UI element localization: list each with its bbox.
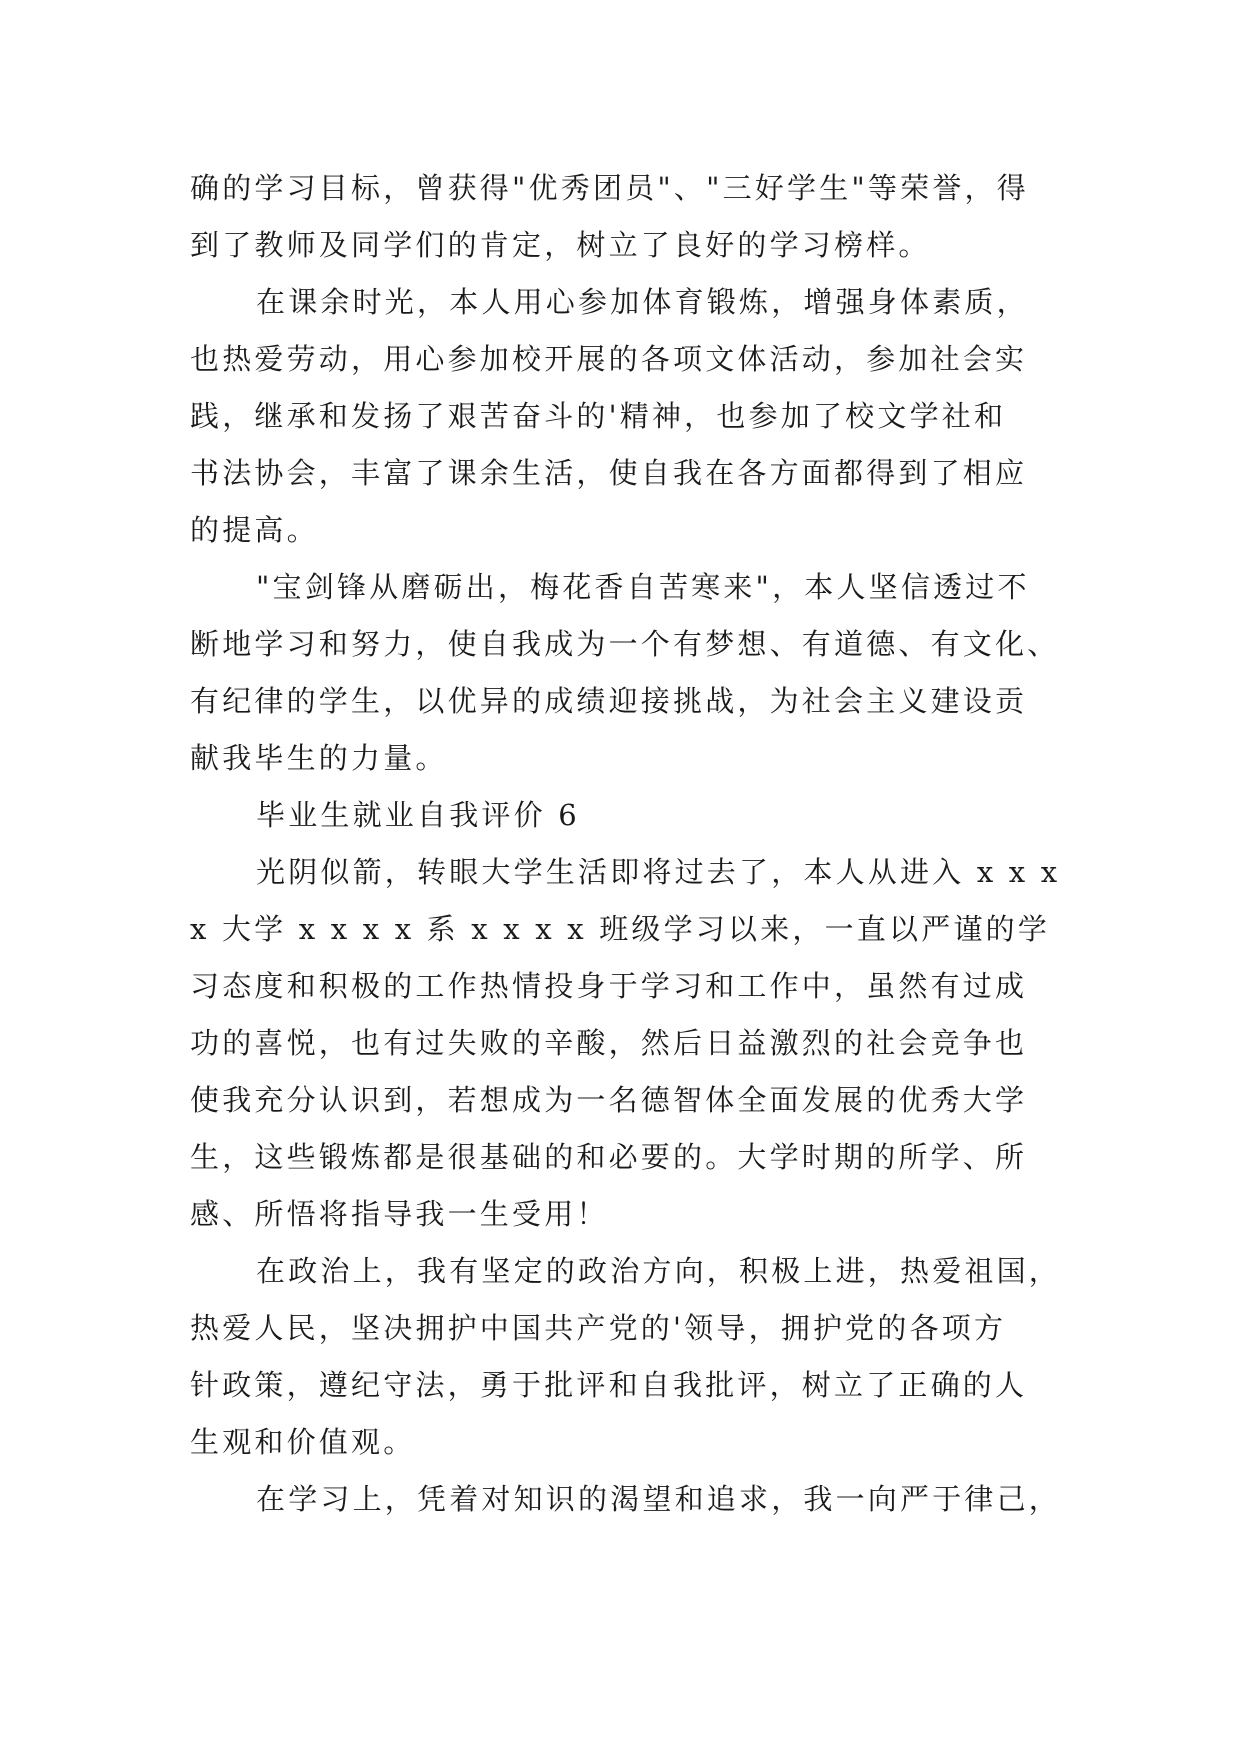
text-line: 热爱人民，坚决拥护中国共产党的'领导，拥护党的各项方	[190, 1311, 1007, 1345]
paragraph-start-line: 光阴似箭，转眼大学生活即将过去了，本人从进入 x x x	[256, 855, 1061, 889]
text-line: 针政策，遵纪守法，勇于批评和自我批评，树立了正确的人	[190, 1368, 1028, 1402]
text-line: 到了教师及同学们的肯定，树立了良好的学习榜样。	[190, 228, 931, 262]
text-line: 使我充分认识到，若想成为一名德智体全面发展的优秀大学	[190, 1083, 1028, 1117]
text-line: 感、所悟将指导我一生受用！	[190, 1197, 609, 1231]
text-line: 的提高。	[190, 513, 319, 547]
document-body	[190, 160, 1070, 1528]
text-line: 确的学习目标，曾获得"优秀团员"、"三好学生"等荣誉，得	[190, 171, 1029, 205]
paragraph-start-line: 在政治上，我有坚定的政治方向，积极上进，热爱祖国，	[256, 1254, 1062, 1288]
text-line: 断地学习和努力，使自我成为一个有梦想、有道德、有文化、	[190, 627, 1060, 661]
text-line: x 大学 x x x x 系 x x x x 班级学习以来，一直以严谨的学	[190, 912, 1050, 946]
text-line: 生观和价值观。	[190, 1425, 416, 1459]
text-line: 书法协会，丰富了课余生活，使自我在各方面都得到了相应	[190, 456, 1028, 490]
text-line: 有纪律的学生，以优异的成绩迎接挑战，为社会主义建设贡	[190, 684, 1028, 718]
text-line: 践，继承和发扬了艰苦奋斗的'精神，也参加了校文学社和	[190, 399, 1007, 433]
paragraph-start-line: 在课余时光，本人用心参加体育锻炼，增强身体素质，	[256, 285, 1029, 319]
text-line: 生，这些锻炼都是很基础的和必要的。大学时期的所学、所	[190, 1140, 1028, 1174]
paragraph-start-line: 在学习上，凭着对知识的渴望和追求，我一向严于律己，	[256, 1482, 1062, 1516]
text-line: 功的喜悦，也有过失败的辛酸，然后日益激烈的社会竞争也	[190, 1026, 1028, 1060]
text-line: 也热爱劳动，用心参加校开展的各项文体活动，参加社会实	[190, 342, 1028, 376]
paragraph-start-line: "宝剑锋从磨砺出，梅花香自苦寒来"，本人坚信透过不	[256, 570, 1030, 604]
text-line: 习态度和积极的工作热情投身于学习和工作中，虽然有过成	[190, 969, 1028, 1003]
section-heading: 毕业生就业自我评价 6	[256, 798, 580, 832]
text-line: 献我毕生的力量。	[190, 741, 448, 775]
